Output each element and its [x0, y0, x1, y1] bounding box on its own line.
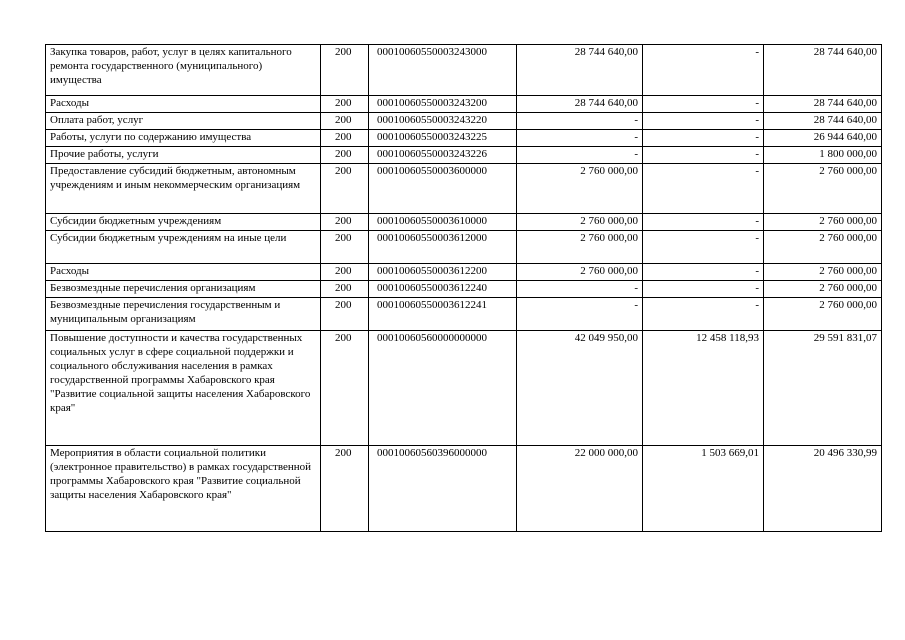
line-code-cell: 200	[321, 331, 369, 446]
unexecuted-amount-cell: 2 760 000,00	[764, 298, 882, 331]
row-name-cell: Безвозмездные перечисления организациям	[46, 281, 321, 298]
kbk-code-cell: 00010060560000000000	[369, 331, 517, 446]
unexecuted-amount-cell: 2 760 000,00	[764, 281, 882, 298]
table-row	[46, 214, 882, 231]
table-row	[46, 331, 882, 446]
kbk-code-cell: 00010060550003600000	[369, 164, 517, 214]
unexecuted-amount-cell: 29 591 831,07	[764, 331, 882, 446]
executed-amount-cell: 12 458 118,93	[643, 331, 764, 446]
executed-amount-cell: -	[643, 264, 764, 281]
kbk-code-cell: 00010060550003612241	[369, 298, 517, 331]
approved-amount-cell: -	[517, 113, 643, 130]
table-row	[46, 264, 882, 281]
approved-amount-cell: 2 760 000,00	[517, 214, 643, 231]
unexecuted-amount-cell: 2 760 000,00	[764, 264, 882, 281]
line-code-cell: 200	[321, 147, 369, 164]
row-name-cell: Расходы	[46, 96, 321, 113]
kbk-code-cell: 00010060550003243200	[369, 96, 517, 113]
table-row	[46, 113, 882, 130]
kbk-code-cell: 00010060550003243000	[369, 45, 517, 96]
approved-amount-cell: -	[517, 281, 643, 298]
approved-amount-cell: -	[517, 147, 643, 164]
line-code-cell: 200	[321, 164, 369, 214]
approved-amount-cell: 42 049 950,00	[517, 331, 643, 446]
row-name-cell: Предоставление субсидий бюджетным, автономным учреждениям и иным некоммерческим организациям	[46, 164, 321, 214]
kbk-code-cell: 00010060550003243226	[369, 147, 517, 164]
executed-amount-cell: -	[643, 96, 764, 113]
row-name-cell: Безвозмездные перечисления государственным и муниципальным организациям	[46, 298, 321, 331]
executed-amount-cell: -	[643, 113, 764, 130]
unexecuted-amount-cell: 2 760 000,00	[764, 231, 882, 264]
table-row	[46, 96, 882, 113]
executed-amount-cell: -	[643, 164, 764, 214]
table-row	[46, 231, 882, 264]
table-row	[46, 147, 882, 164]
line-code-cell: 200	[321, 231, 369, 264]
kbk-code-cell: 00010060550003243225	[369, 130, 517, 147]
line-code-cell: 200	[321, 45, 369, 96]
line-code-cell: 200	[321, 298, 369, 331]
kbk-code-cell: 00010060550003610000	[369, 214, 517, 231]
executed-amount-cell: -	[643, 214, 764, 231]
table-row	[46, 298, 882, 331]
unexecuted-amount-cell: 28 744 640,00	[764, 113, 882, 130]
kbk-code-cell: 00010060550003243220	[369, 113, 517, 130]
approved-amount-cell: 22 000 000,00	[517, 446, 643, 532]
row-name-cell: Расходы	[46, 264, 321, 281]
table-row	[46, 45, 882, 96]
line-code-cell: 200	[321, 130, 369, 147]
executed-amount-cell: -	[643, 231, 764, 264]
line-code-cell: 200	[321, 96, 369, 113]
table-body	[46, 45, 882, 532]
executed-amount-cell: -	[643, 281, 764, 298]
approved-amount-cell: 28 744 640,00	[517, 96, 643, 113]
unexecuted-amount-cell: 2 760 000,00	[764, 164, 882, 214]
approved-amount-cell: 2 760 000,00	[517, 164, 643, 214]
kbk-code-cell: 00010060560396000000	[369, 446, 517, 532]
kbk-code-cell: 00010060550003612200	[369, 264, 517, 281]
unexecuted-amount-cell: 26 944 640,00	[764, 130, 882, 147]
row-name-cell: Субсидии бюджетным учреждениям	[46, 214, 321, 231]
line-code-cell: 200	[321, 264, 369, 281]
unexecuted-amount-cell: 28 744 640,00	[764, 96, 882, 113]
kbk-code-cell: 00010060550003612240	[369, 281, 517, 298]
executed-amount-cell: 1 503 669,01	[643, 446, 764, 532]
line-code-cell: 200	[321, 214, 369, 231]
line-code-cell: 200	[321, 113, 369, 130]
line-code-cell: 200	[321, 446, 369, 532]
table-row	[46, 130, 882, 147]
unexecuted-amount-cell: 2 760 000,00	[764, 214, 882, 231]
line-code-cell: 200	[321, 281, 369, 298]
approved-amount-cell: 2 760 000,00	[517, 264, 643, 281]
row-name-cell: Работы, услуги по содержанию имущества	[46, 130, 321, 147]
approved-amount-cell: 2 760 000,00	[517, 231, 643, 264]
table-row	[46, 164, 882, 214]
row-name-cell: Субсидии бюджетным учреждениям на иные цели	[46, 231, 321, 264]
row-name-cell: Мероприятия в области социальной политики (электронное правительство) в рамках государственной программы Хабаровского края "Развитие социальной защиты населения Хабаровского края"	[46, 446, 321, 532]
table-row	[46, 281, 882, 298]
executed-amount-cell: -	[643, 45, 764, 96]
row-name-cell: Оплата работ, услуг	[46, 113, 321, 130]
executed-amount-cell: -	[643, 147, 764, 164]
budget-execution-table	[45, 44, 882, 532]
unexecuted-amount-cell: 1 800 000,00	[764, 147, 882, 164]
executed-amount-cell: -	[643, 298, 764, 331]
row-name-cell: Прочие работы, услуги	[46, 147, 321, 164]
unexecuted-amount-cell: 28 744 640,00	[764, 45, 882, 96]
row-name-cell: Закупка товаров, работ, услуг в целях капитального ремонта государственного (муниципального) имущества	[46, 45, 321, 96]
approved-amount-cell: -	[517, 130, 643, 147]
unexecuted-amount-cell: 20 496 330,99	[764, 446, 882, 532]
executed-amount-cell: -	[643, 130, 764, 147]
row-name-cell: Повышение доступности и качества государственных социальных услуг в сфере социальной поддержки и социального обслуживания населения в рамках государственной программы Хабаровского края "Развитие социальной защиты населения Хабаровского края"	[46, 331, 321, 446]
table-row	[46, 446, 882, 532]
approved-amount-cell: -	[517, 298, 643, 331]
approved-amount-cell: 28 744 640,00	[517, 45, 643, 96]
kbk-code-cell: 00010060550003612000	[369, 231, 517, 264]
